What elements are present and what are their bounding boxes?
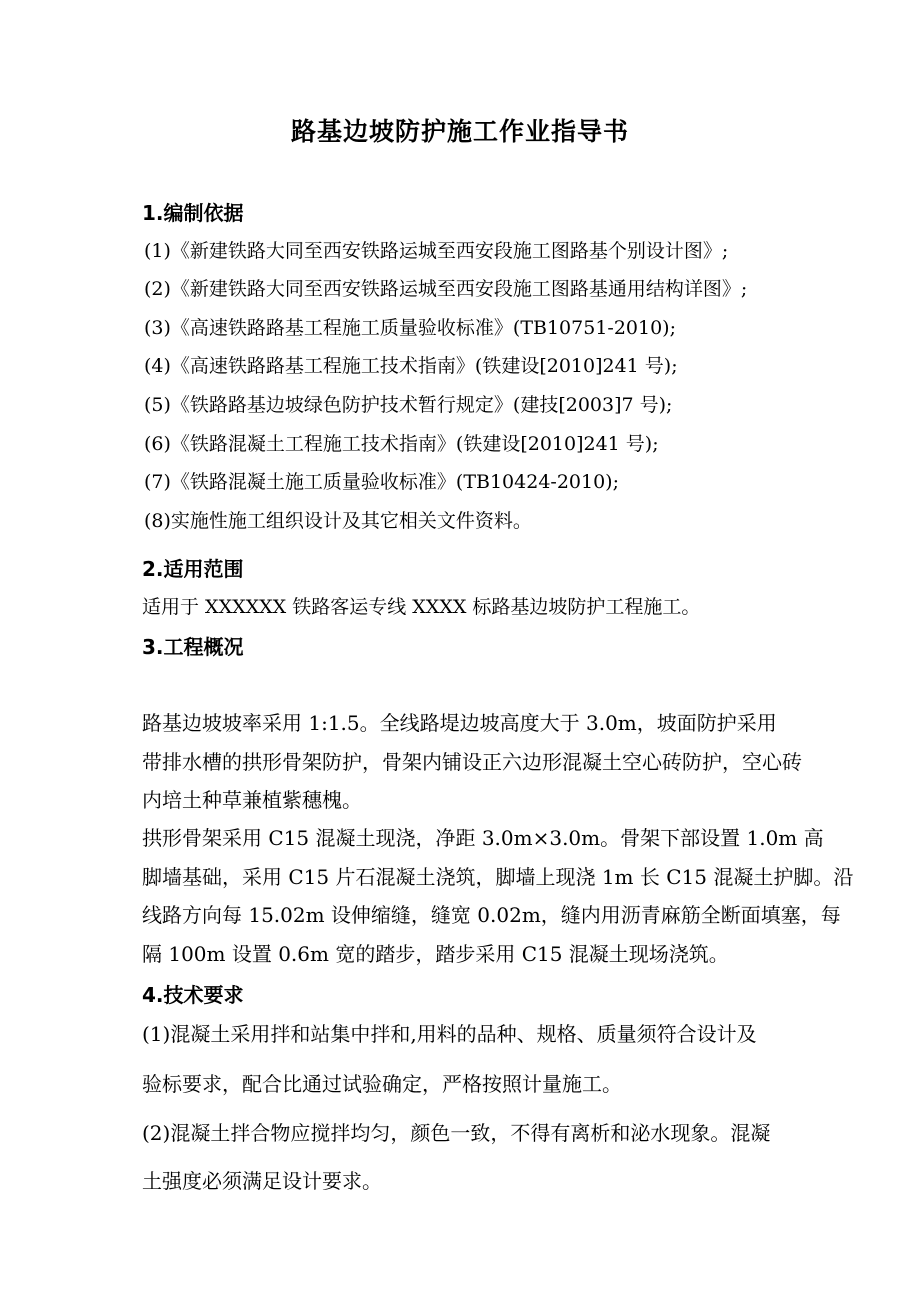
overview-line: 内培土种草兼植紫穗槐。 (142, 788, 362, 812)
requirement-line: (1)混凝土采用拌和站集中拌和,用料的品种、规格、质量须符合设计及 (142, 1022, 757, 1046)
requirement-line: (2)混凝土拌合物应搅拌均匀，颜色一致，不得有离析和泌水现象。混凝 (142, 1121, 771, 1145)
section3-heading: 3.工程概况 (142, 635, 244, 659)
section1-heading: 1.编制依据 (142, 201, 244, 225)
reference-item: (6)《铁路混凝土工程施工技术指南》(铁建设[2010]241 号); (144, 433, 659, 455)
reference-item: (8)实施性施工组织设计及其它相关文件资料。 (144, 510, 532, 532)
requirement-line: 土强度必须满足设计要求。 (142, 1169, 382, 1193)
reference-item: (4)《高速铁路路基工程施工技术指南》(铁建设[2010]241 号); (144, 355, 678, 377)
reference-item: (5)《铁路路基边坡绿色防护技术暂行规定》(建技[2003]7 号); (144, 394, 673, 416)
overview-line: 拱形骨架采用 C15 混凝土现浇，净距 3.0m×3.0m。骨架下部设置 1.0m 高 (142, 826, 824, 850)
reference-item: (2)《新建铁路大同至西安铁路运城至西安段施工图路基通用结构详图》; (144, 278, 748, 300)
document-title: 路基边坡防护施工作业指导书 (290, 117, 629, 146)
section2-heading: 2.适用范围 (142, 557, 244, 581)
reference-item: (1)《新建铁路大同至西安铁路运城至西安段施工图路基个别设计图》; (144, 240, 729, 262)
scope-text: 适用于 XXXXXX 铁路客运专线 XXXX 标路基边坡防护工程施工。 (142, 596, 701, 618)
overview-line: 带排水槽的拱形骨架防护，骨架内铺设正六边形混凝土空心砖防护，空心砖 (142, 750, 802, 774)
overview-line: 隔 100m 设置 0.6m 宽的踏步，踏步采用 C15 混凝土现场浇筑。 (142, 942, 729, 966)
reference-item: (7)《铁路混凝土施工质量验收标准》(TB10424-2010); (144, 471, 619, 493)
section4-heading: 4.技术要求 (142, 983, 244, 1007)
overview-line: 线路方向每 15.02m 设伸缩缝，缝宽 0.02m，缝内用沥青麻筋全断面填塞，每 (142, 903, 841, 927)
reference-item: (3)《高速铁路路基工程施工质量验收标准》(TB10751-2010); (144, 317, 676, 339)
overview-line: 脚墙基础，采用 C15 片石混凝土浇筑，脚墙上现浇 1m 长 C15 混凝土护脚。沿 (142, 865, 854, 889)
overview-line: 路基边坡坡率采用 1:1.5。全线路堤边坡高度大于 3.0m，坡面防护采用 (142, 711, 777, 735)
requirement-line: 验标要求，配合比通过试验确定，严格按照计量施工。 (142, 1072, 622, 1096)
